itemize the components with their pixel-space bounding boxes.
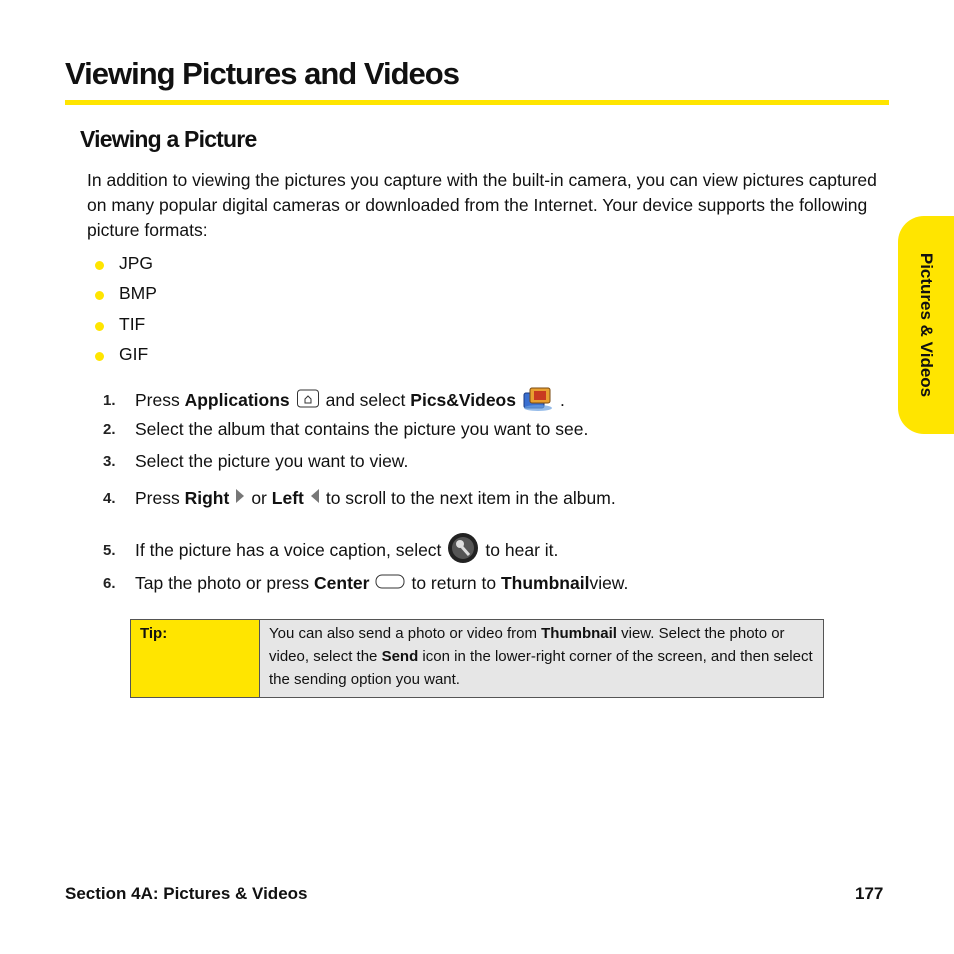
pics-videos-icon [522, 384, 554, 417]
intro-paragraph: In addition to viewing the pictures you capture with the built-in camera, you can view pictures captured on many popular digital cameras or downloaded from the Internet. Your device supports the following picture formats: [87, 170, 877, 240]
step-bold: Left [271, 488, 304, 508]
section-side-tab [898, 216, 954, 434]
step-number: 2. [103, 421, 116, 438]
step-2 [103, 419, 588, 440]
center-button-icon [375, 573, 405, 594]
step-bold: Right [184, 488, 230, 508]
step-number: 4. [103, 490, 116, 507]
list-item [95, 248, 157, 279]
voice-caption-icon [447, 532, 479, 569]
step-text: to scroll to the next item in the album. [325, 488, 616, 508]
page-number: 177 [855, 884, 884, 903]
step-number: 6. [103, 575, 116, 592]
format-label: BMP [119, 283, 157, 304]
step-3 [103, 451, 408, 472]
format-label: JPG [119, 252, 154, 273]
left-arrow-icon [310, 488, 320, 509]
step-text: to hear it. [485, 540, 559, 560]
page-title: Viewing Pictures and Videos [65, 56, 459, 91]
step-text: Press [135, 390, 180, 410]
tip-label: Tip: [131, 620, 260, 697]
side-tab-label: Pictures & Videos [917, 252, 936, 398]
tip-text-part: view. Select the photo or video, select the [269, 625, 785, 665]
tip-bold: Send [381, 648, 419, 665]
right-arrow-icon [235, 488, 245, 509]
step-text: view. [589, 573, 629, 593]
list-item [95, 279, 157, 310]
step-text: to return to [411, 573, 497, 593]
bullet-icon [95, 322, 104, 331]
step-number: 5. [103, 542, 116, 559]
tip-text-part: icon in the lower-right corner of the screen, and then select the sending option you want. [269, 648, 813, 688]
step-text: or [251, 488, 267, 508]
step-text: Tap the photo or press [135, 573, 310, 593]
step-text: Select the picture you want to view. [135, 451, 409, 471]
bullet-icon [95, 291, 104, 300]
step-6 [103, 573, 628, 594]
step-text: Press [135, 488, 180, 508]
step-text: Select the album that contains the picture you want to see. [135, 419, 589, 439]
step-bold: Pics&Videos [410, 390, 516, 410]
footer-section: Section 4A: Pictures & Videos [65, 884, 308, 903]
step-5 [103, 532, 558, 569]
bullet-icon [95, 261, 104, 270]
step-number: 3. [103, 453, 116, 470]
step-bold: Thumbnail [500, 573, 590, 593]
tip-text [260, 620, 823, 697]
step-number: 1. [103, 392, 116, 409]
bullet-icon [95, 352, 104, 361]
tip-text-part: You can also send a photo or video from [269, 625, 542, 642]
format-label: TIF [119, 313, 146, 334]
section-heading: Viewing a Picture [80, 126, 257, 152]
step-bold: Applications [184, 390, 290, 410]
step-1 [103, 384, 565, 417]
step-bold: Center [314, 573, 370, 593]
format-list [95, 248, 157, 370]
format-label: GIF [119, 344, 149, 365]
step-text: . [559, 390, 565, 410]
step-text: and select [325, 390, 406, 410]
list-item [95, 340, 157, 371]
step-4 [103, 488, 616, 509]
step-text: If the picture has a voice caption, select [135, 540, 442, 560]
tip-box [130, 619, 824, 698]
tip-bold: Thumbnail [541, 625, 617, 642]
list-item [95, 309, 157, 340]
applications-icon [296, 387, 320, 414]
title-rule [65, 100, 889, 105]
